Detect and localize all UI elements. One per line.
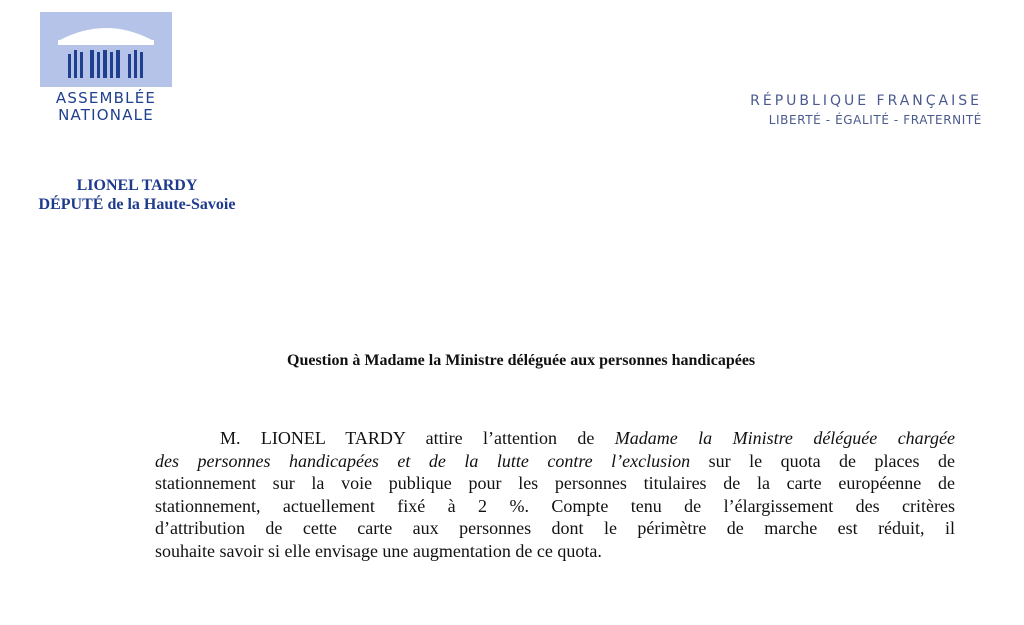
organization-name <box>40 90 172 124</box>
assemblee-nationale-logo <box>40 12 172 132</box>
question-title: Question à Madame la Ministre déléguée aux personnes handicapées <box>287 352 756 369</box>
body-line-1 <box>155 427 955 450</box>
body-line-4: stationnement, actuellement fixé à 2 %. Compte tenu de l’élargissement des critères <box>155 495 955 516</box>
republic-motto: LIBERTÉ - ÉGALITÉ - FRATERNITÉ <box>768 113 982 127</box>
body-line-1-prefix: M. LIONEL TARDY attire l’attention de <box>220 428 615 448</box>
author-title: DÉPUTÉ de la Haute-Savoie <box>38 196 236 213</box>
organization-name-line2: NATIONALE <box>58 106 154 124</box>
author-name: LIONEL TARDY <box>76 177 198 194</box>
body-line-2-italic: des personnes handicapées et de la lutte contre l’exclusion <box>155 450 691 471</box>
body-line-2-suffix: sur le quota de places de <box>690 450 955 471</box>
republic-title: RÉPUBLIQUE FRANÇAISE <box>750 93 982 109</box>
body-line-5: d’attribution de cette carte aux personnes dont le périmètre de marche est réduit, il <box>155 518 955 539</box>
organization-name-line1: ASSEMBLÉE <box>55 89 157 107</box>
assemblee-nationale-building-icon <box>54 20 158 80</box>
body-line-3: stationnement sur la voie publique pour les personnes titulaires de la carte européenne de <box>155 473 955 494</box>
body-line-1-italic: Madame la Ministre déléguée chargée <box>614 428 955 448</box>
question-body <box>155 427 955 563</box>
logo-background <box>40 12 172 87</box>
body-line-6: souhaite savoir si elle envisage une augmentation de ce quota. <box>155 540 602 561</box>
republic-header <box>750 92 982 130</box>
author-block <box>6 176 268 214</box>
body-line-2 <box>155 450 955 473</box>
